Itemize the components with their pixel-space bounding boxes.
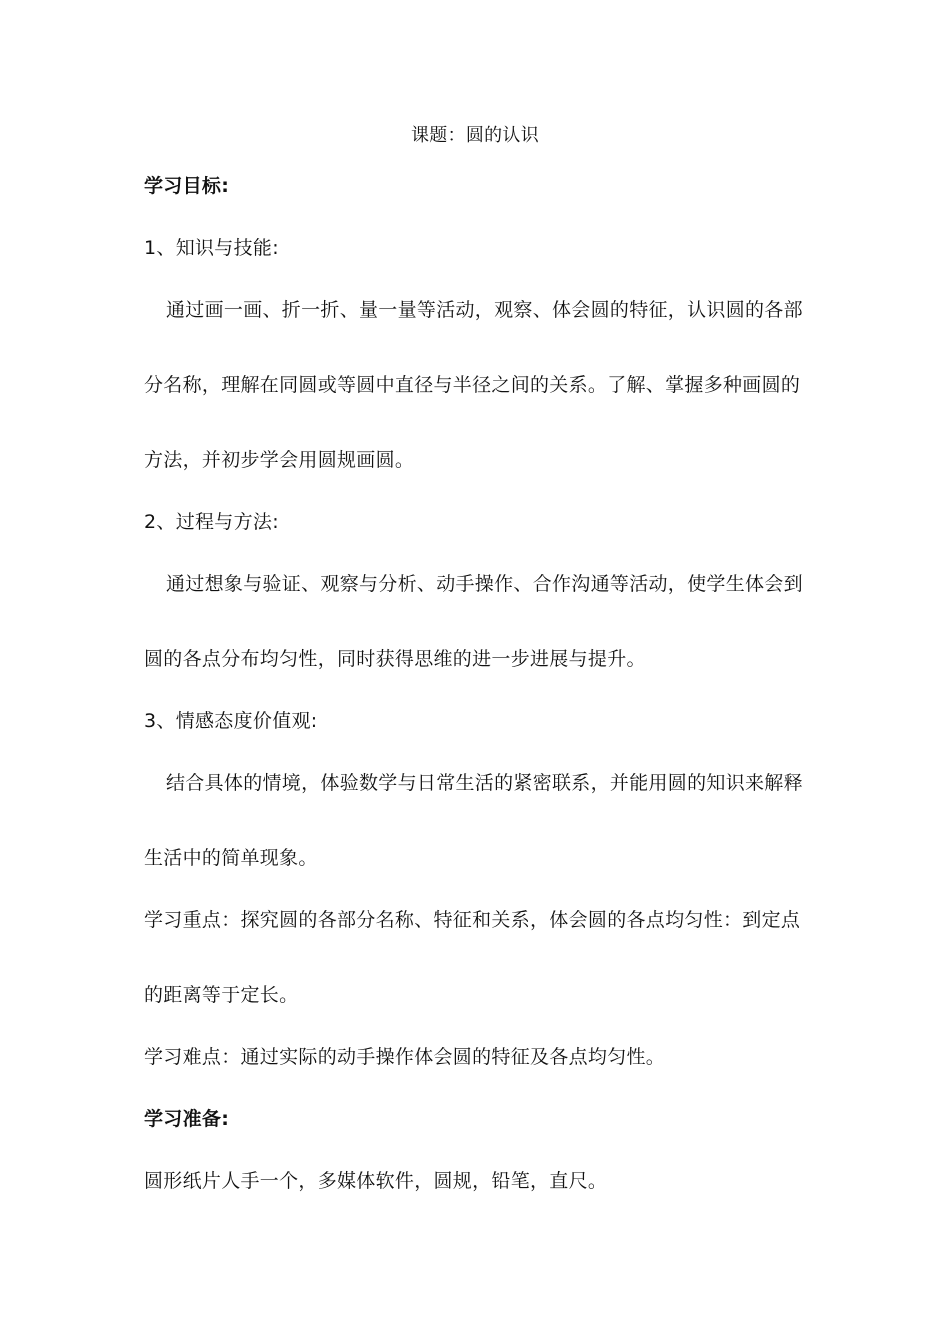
section3-line: 生活中的简单现象。 [144, 847, 318, 869]
page-title: 课题：圆的认识 [410, 125, 540, 146]
section1-line: 分名称，理解在同圆或等圆中直径与半径之间的关系。了解、掌握多种画圆的 [144, 374, 801, 396]
difficult-points: 学习难点：通过实际的动手操作体会圆的特征及各点均匀性。 [144, 1046, 666, 1068]
section1-heading: 1、知识与技能: [144, 237, 279, 259]
section2-heading: 2、过程与方法: [144, 511, 279, 533]
objectives-heading: 学习目标: [144, 175, 230, 197]
section1-line: 通过画一画、折一折、量一量等活动，观察、体会圆的特征，认识圆的各部 [166, 299, 803, 321]
section2-line: 通过想象与验证、观察与分析、动手操作、合作沟通等活动，使学生体会到 [166, 573, 803, 595]
preparation-text: 圆形纸片人手一个，多媒体软件，圆规，铅笔，直尺。 [144, 1170, 608, 1192]
section3-line: 结合具体的情境，体验数学与日常生活的紧密联系，并能用圆的知识来解释 [166, 772, 803, 794]
section1-line: 方法，并初步学会用圆规画圆。 [144, 449, 415, 471]
preparation-heading: 学习准备: [144, 1108, 230, 1130]
key-points-line: 学习重点：探究圆的各部分名称、特征和关系，体会圆的各点均匀性：到定点 [144, 909, 801, 931]
section3-heading: 3、情感态度价值观: [144, 710, 318, 732]
section2-line: 圆的各点分布均匀性，同时获得思维的进一步进展与提升。 [144, 648, 646, 670]
key-points-line: 的距离等于定长。 [144, 984, 299, 1006]
